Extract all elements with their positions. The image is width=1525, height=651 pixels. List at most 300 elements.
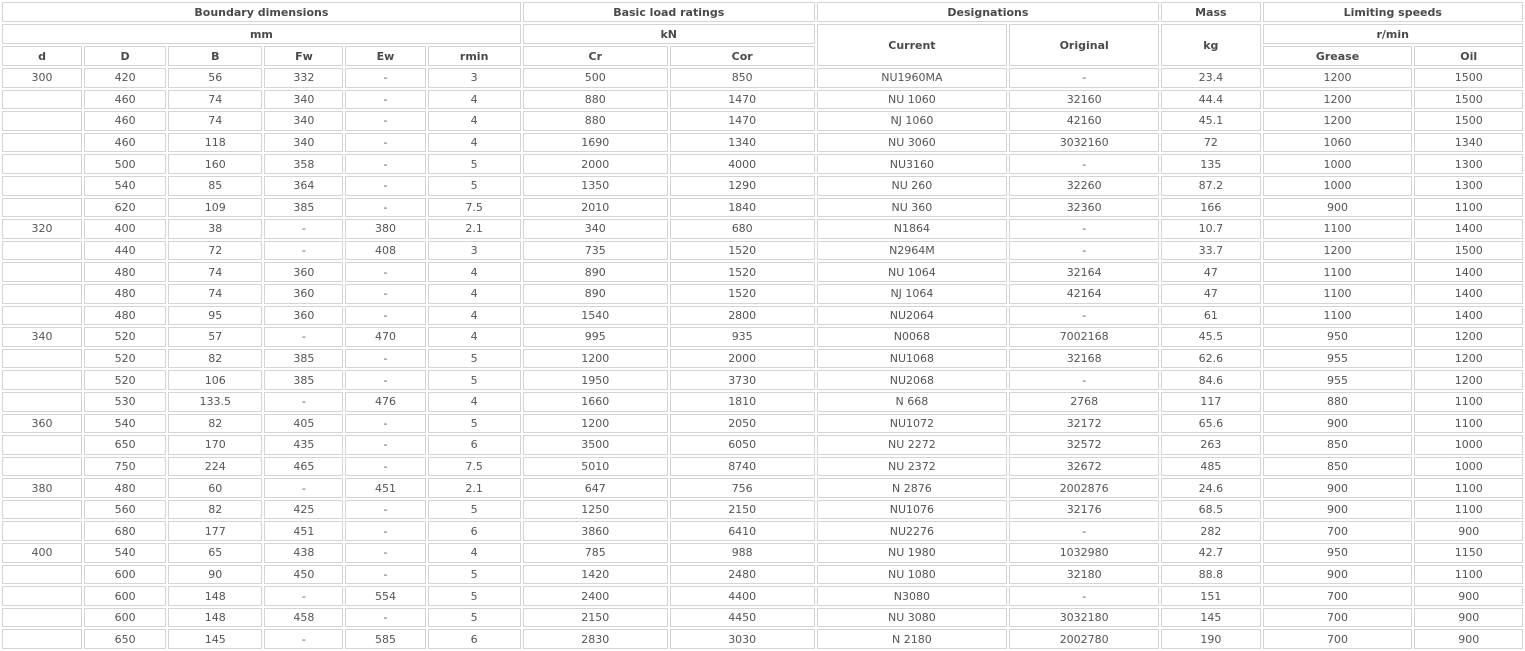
table-cell: 2150: [670, 500, 815, 520]
table-cell: 2000: [670, 349, 815, 369]
table-cell: 1400: [1414, 262, 1523, 282]
table-cell: -: [345, 608, 425, 628]
table-cell: 364: [264, 176, 343, 196]
table-cell: 850: [1263, 457, 1413, 477]
table-cell: 880: [523, 111, 668, 131]
table-cell: NU2068: [817, 370, 1008, 390]
table-cell: 7002168: [1009, 327, 1159, 347]
table-cell: 465: [264, 457, 343, 477]
table-cell: 4: [428, 262, 521, 282]
table-cell: 6050: [670, 435, 815, 455]
table-cell: 3: [428, 68, 521, 88]
table-cell: 74: [168, 90, 262, 110]
table-cell: 32168: [1009, 349, 1159, 369]
table-cell: 2000: [523, 154, 668, 174]
table-cell: 4400: [670, 586, 815, 606]
table-cell: 1100: [1263, 306, 1413, 326]
table-cell: 360: [264, 262, 343, 282]
table-cell: 8740: [670, 457, 815, 477]
table-cell: -: [345, 262, 425, 282]
table-cell: -: [1009, 154, 1159, 174]
table-cell: 900: [1414, 608, 1523, 628]
table-cell: 32176: [1009, 500, 1159, 520]
table-cell: 700: [1263, 521, 1413, 541]
table-cell: -: [345, 284, 425, 304]
table-cell: [2, 349, 82, 369]
table-cell: 1400: [1414, 284, 1523, 304]
table-cell: 190: [1161, 629, 1260, 649]
table-cell: 42160: [1009, 111, 1159, 131]
table-cell: [2, 392, 82, 412]
table-cell: [2, 198, 82, 218]
table-cell: -: [1009, 586, 1159, 606]
table-cell: 425: [264, 500, 343, 520]
table-cell: 850: [1263, 435, 1413, 455]
table-cell: -: [345, 111, 425, 131]
table-cell: 87.2: [1161, 176, 1260, 196]
table-cell: NU1076: [817, 500, 1008, 520]
table-cell: 3: [428, 241, 521, 261]
table-cell: [2, 241, 82, 261]
table-cell: 1200: [1414, 349, 1523, 369]
table-cell: N 668: [817, 392, 1008, 412]
table-cell: -: [345, 457, 425, 477]
table-cell: 900: [1414, 521, 1523, 541]
table-cell: 3032180: [1009, 608, 1159, 628]
table-cell: 2150: [523, 608, 668, 628]
table-cell: 1810: [670, 392, 815, 412]
table-cell: 42.7: [1161, 543, 1260, 563]
table-row: [2, 349, 1523, 369]
table-cell: 470: [345, 327, 425, 347]
table-cell: [2, 176, 82, 196]
table-cell: 2050: [670, 414, 815, 434]
unit-header-rpm: r/min: [1263, 24, 1524, 44]
table-cell: 2010: [523, 198, 668, 218]
table-cell: 405: [264, 414, 343, 434]
table-cell: 385: [264, 198, 343, 218]
table-cell: 2.1: [428, 219, 521, 239]
table-cell: NU 2272: [817, 435, 1008, 455]
table-cell: 358: [264, 154, 343, 174]
table-cell: [2, 154, 82, 174]
table-cell: 1660: [523, 392, 668, 412]
table-cell: NU1072: [817, 414, 1008, 434]
table-cell: 785: [523, 543, 668, 563]
table-cell: N2964M: [817, 241, 1008, 261]
table-cell: 1200: [1414, 327, 1523, 347]
table-cell: 57: [168, 327, 262, 347]
table-cell: 1300: [1414, 176, 1523, 196]
table-cell: NU 2372: [817, 457, 1008, 477]
table-cell: 1100: [1263, 219, 1413, 239]
table-cell: 1060: [1263, 133, 1413, 153]
table-cell: -: [345, 543, 425, 563]
table-row: [2, 435, 1523, 455]
table-cell: 400: [2, 543, 82, 563]
table-cell: NU 1080: [817, 565, 1008, 585]
table-cell: 42164: [1009, 284, 1159, 304]
table-cell: 360: [264, 284, 343, 304]
table-cell: 72: [168, 241, 262, 261]
table-cell: 32164: [1009, 262, 1159, 282]
table-cell: 900: [1263, 198, 1413, 218]
table-cell: -: [345, 435, 425, 455]
table-cell: 1950: [523, 370, 668, 390]
table-cell: 460: [84, 133, 166, 153]
table-cell: 540: [84, 176, 166, 196]
table-cell: -: [345, 176, 425, 196]
table-cell: 340: [264, 90, 343, 110]
table-cell: 950: [1263, 543, 1413, 563]
table-row: [2, 176, 1523, 196]
table-row: [2, 521, 1523, 541]
table-cell: 2830: [523, 629, 668, 649]
table-cell: 1520: [670, 241, 815, 261]
table-row: [2, 219, 1523, 239]
table-cell: 1250: [523, 500, 668, 520]
table-cell: 133.5: [168, 392, 262, 412]
table-cell: 160: [168, 154, 262, 174]
table-cell: 85: [168, 176, 262, 196]
table-cell: 3030: [670, 629, 815, 649]
table-cell: 6410: [670, 521, 815, 541]
table-cell: 880: [1263, 392, 1413, 412]
table-cell: 385: [264, 349, 343, 369]
table-cell: 340: [264, 133, 343, 153]
table-cell: 74: [168, 111, 262, 131]
table-cell: 32260: [1009, 176, 1159, 196]
table-cell: 995: [523, 327, 668, 347]
table-cell: -: [1009, 241, 1159, 261]
table-cell: 4: [428, 392, 521, 412]
table-cell: 600: [84, 586, 166, 606]
table-cell: 1540: [523, 306, 668, 326]
table-cell: 1470: [670, 111, 815, 131]
table-cell: 1470: [670, 90, 815, 110]
table-cell: 340: [523, 219, 668, 239]
table-cell: 400: [84, 219, 166, 239]
table-cell: 1200: [523, 349, 668, 369]
column-header-b: B: [168, 46, 262, 66]
table-cell: 44.4: [1161, 90, 1260, 110]
table-cell: N 2876: [817, 478, 1008, 498]
table-cell: 6: [428, 435, 521, 455]
table-cell: 145: [168, 629, 262, 649]
table-cell: -: [264, 327, 343, 347]
table-cell: 890: [523, 262, 668, 282]
table-cell: 520: [84, 370, 166, 390]
table-cell: 700: [1263, 586, 1413, 606]
table-cell: 47: [1161, 284, 1260, 304]
table-cell: -: [264, 586, 343, 606]
table-cell: 435: [264, 435, 343, 455]
table-cell: 1500: [1414, 111, 1523, 131]
table-cell: -: [345, 154, 425, 174]
table-cell: 950: [1263, 327, 1413, 347]
table-cell: NU 3060: [817, 133, 1008, 153]
table-cell: NU 260: [817, 176, 1008, 196]
table-cell: NU 1980: [817, 543, 1008, 563]
table-cell: 935: [670, 327, 815, 347]
column-header-current: Current: [817, 24, 1008, 66]
table-cell: 520: [84, 327, 166, 347]
table-cell: 451: [264, 521, 343, 541]
table-cell: 500: [84, 154, 166, 174]
table-cell: 1200: [523, 414, 668, 434]
table-row: [2, 543, 1523, 563]
table-cell: NU 3080: [817, 608, 1008, 628]
table-cell: [2, 306, 82, 326]
table-cell: -: [1009, 370, 1159, 390]
table-cell: 385: [264, 370, 343, 390]
table-cell: 900: [1263, 478, 1413, 498]
table-cell: 5: [428, 565, 521, 585]
table-cell: 2002780: [1009, 629, 1159, 649]
table-cell: 282: [1161, 521, 1260, 541]
table-cell: [2, 565, 82, 585]
table-cell: 56: [168, 68, 262, 88]
table-cell: 74: [168, 284, 262, 304]
table-cell: 520: [84, 349, 166, 369]
table-cell: 735: [523, 241, 668, 261]
table-cell: 440: [84, 241, 166, 261]
table-cell: 117: [1161, 392, 1260, 412]
table-row: [2, 306, 1523, 326]
table-cell: 106: [168, 370, 262, 390]
table-cell: 118: [168, 133, 262, 153]
table-cell: 700: [1263, 629, 1413, 649]
table-cell: 480: [84, 306, 166, 326]
table-row: [2, 629, 1523, 649]
table-cell: NU2064: [817, 306, 1008, 326]
column-header-original: Original: [1009, 24, 1159, 66]
table-cell: 360: [2, 414, 82, 434]
table-cell: 1100: [1414, 414, 1523, 434]
table-cell: NJ 1064: [817, 284, 1008, 304]
table-cell: 32360: [1009, 198, 1159, 218]
table-cell: 4: [428, 284, 521, 304]
table-cell: [2, 370, 82, 390]
table-cell: 1420: [523, 565, 668, 585]
table-cell: 2002876: [1009, 478, 1159, 498]
table-cell: 680: [670, 219, 815, 239]
table-cell: 1520: [670, 262, 815, 282]
table-cell: 23.4: [1161, 68, 1260, 88]
table-cell: 320: [2, 219, 82, 239]
table-cell: 5: [428, 154, 521, 174]
table-cell: NU1960MA: [817, 68, 1008, 88]
table-cell: -: [345, 500, 425, 520]
table-cell: 340: [264, 111, 343, 131]
table-cell: 1000: [1414, 457, 1523, 477]
table-cell: 1000: [1414, 435, 1523, 455]
table-cell: 3032160: [1009, 133, 1159, 153]
table-cell: 476: [345, 392, 425, 412]
table-cell: [2, 111, 82, 131]
table-cell: 340: [2, 327, 82, 347]
table-cell: 750: [84, 457, 166, 477]
unit-header-kn: kN: [523, 24, 815, 44]
table-cell: -: [264, 219, 343, 239]
table-cell: -: [264, 478, 343, 498]
table-cell: NU2276: [817, 521, 1008, 541]
table-cell: 900: [1263, 414, 1413, 434]
table-cell: 1100: [1414, 478, 1523, 498]
table-cell: 95: [168, 306, 262, 326]
table-cell: [2, 262, 82, 282]
table-cell: -: [264, 629, 343, 649]
table-cell: 2.1: [428, 478, 521, 498]
group-header-designations: Designations: [817, 2, 1160, 22]
table-cell: 4450: [670, 608, 815, 628]
table-cell: 2480: [670, 565, 815, 585]
table-cell: 5: [428, 608, 521, 628]
table-cell: 1100: [1414, 500, 1523, 520]
table-cell: 151: [1161, 586, 1260, 606]
table-cell: 480: [84, 262, 166, 282]
unit-header-kg: kg: [1161, 24, 1260, 66]
table-cell: 32180: [1009, 565, 1159, 585]
table-row: [2, 198, 1523, 218]
table-cell: [2, 586, 82, 606]
group-header-basic-load-ratings: Basic load ratings: [523, 2, 815, 22]
table-cell: 451: [345, 478, 425, 498]
table-cell: 1500: [1414, 90, 1523, 110]
table-cell: 148: [168, 586, 262, 606]
table-cell: 68.5: [1161, 500, 1260, 520]
table-cell: 458: [264, 608, 343, 628]
table-cell: 32572: [1009, 435, 1159, 455]
table-cell: 600: [84, 565, 166, 585]
table-cell: 10.7: [1161, 219, 1260, 239]
table-cell: N1864: [817, 219, 1008, 239]
table-cell: 880: [523, 90, 668, 110]
table-cell: 1200: [1414, 370, 1523, 390]
table-cell: 5: [428, 349, 521, 369]
table-cell: 45.1: [1161, 111, 1260, 131]
table-cell: 620: [84, 198, 166, 218]
table-cell: 408: [345, 241, 425, 261]
table-cell: 1100: [1414, 198, 1523, 218]
table-cell: 74: [168, 262, 262, 282]
table-cell: [2, 90, 82, 110]
table-cell: 88.8: [1161, 565, 1260, 585]
table-cell: 460: [84, 111, 166, 131]
table-cell: 3500: [523, 435, 668, 455]
table-cell: 3730: [670, 370, 815, 390]
group-header-boundary-dimensions: Boundary dimensions: [2, 2, 521, 22]
table-row: [2, 133, 1523, 153]
table-cell: 224: [168, 457, 262, 477]
column-header-ew: Ew: [345, 46, 425, 66]
table-cell: 4: [428, 306, 521, 326]
table-cell: 540: [84, 543, 166, 563]
table-cell: -: [1009, 521, 1159, 541]
table-cell: 1840: [670, 198, 815, 218]
table-cell: 650: [84, 435, 166, 455]
table-cell: -: [345, 521, 425, 541]
table-cell: 460: [84, 90, 166, 110]
table-cell: 135: [1161, 154, 1260, 174]
table-cell: 4: [428, 543, 521, 563]
table-cell: 38: [168, 219, 262, 239]
table-row: [2, 68, 1523, 88]
table-cell: 5010: [523, 457, 668, 477]
table-cell: 1150: [1414, 543, 1523, 563]
table-row: [2, 608, 1523, 628]
table-cell: 650: [84, 629, 166, 649]
table-cell: 1520: [670, 284, 815, 304]
table-cell: -: [345, 414, 425, 434]
column-header-cr: Cr: [523, 46, 668, 66]
table-cell: 1200: [1263, 111, 1413, 131]
table-cell: 7.5: [428, 457, 521, 477]
table-cell: 1032980: [1009, 543, 1159, 563]
table-cell: 7.5: [428, 198, 521, 218]
table-cell: 1690: [523, 133, 668, 153]
table-cell: [2, 629, 82, 649]
table-cell: 900: [1263, 500, 1413, 520]
table-cell: 90: [168, 565, 262, 585]
table-cell: 560: [84, 500, 166, 520]
table-cell: [2, 608, 82, 628]
table-cell: 3860: [523, 521, 668, 541]
table-cell: 32172: [1009, 414, 1159, 434]
table-cell: [2, 521, 82, 541]
table-row: [2, 284, 1523, 304]
table-cell: 5: [428, 414, 521, 434]
table-cell: 33.7: [1161, 241, 1260, 261]
table-row: [2, 392, 1523, 412]
table-cell: 6: [428, 629, 521, 649]
table-cell: 72: [1161, 133, 1260, 153]
table-cell: 62.6: [1161, 349, 1260, 369]
table-cell: 5: [428, 586, 521, 606]
table-cell: -: [345, 133, 425, 153]
table-cell: NJ 1060: [817, 111, 1008, 131]
table-cell: 1000: [1263, 176, 1413, 196]
table-cell: 485: [1161, 457, 1260, 477]
table-cell: 24.6: [1161, 478, 1260, 498]
table-cell: 148: [168, 608, 262, 628]
table-cell: 756: [670, 478, 815, 498]
table-cell: 1100: [1263, 262, 1413, 282]
table-cell: 60: [168, 478, 262, 498]
table-cell: [2, 457, 82, 477]
column-header-d: d: [2, 46, 82, 66]
table-cell: N 2180: [817, 629, 1008, 649]
table-body: [2, 68, 1523, 649]
column-header-fw: Fw: [264, 46, 343, 66]
table-row: [2, 90, 1523, 110]
table-cell: 170: [168, 435, 262, 455]
table-cell: 1340: [1414, 133, 1523, 153]
table-cell: NU1068: [817, 349, 1008, 369]
table-row: [2, 370, 1523, 390]
table-cell: -: [345, 68, 425, 88]
table-cell: 420: [84, 68, 166, 88]
table-cell: 890: [523, 284, 668, 304]
table-cell: 554: [345, 586, 425, 606]
table-cell: [2, 133, 82, 153]
table-cell: 955: [1263, 349, 1413, 369]
table-cell: 480: [84, 284, 166, 304]
table-cell: 1200: [1263, 241, 1413, 261]
table-cell: 850: [670, 68, 815, 88]
table-cell: 82: [168, 349, 262, 369]
table-cell: 438: [264, 543, 343, 563]
